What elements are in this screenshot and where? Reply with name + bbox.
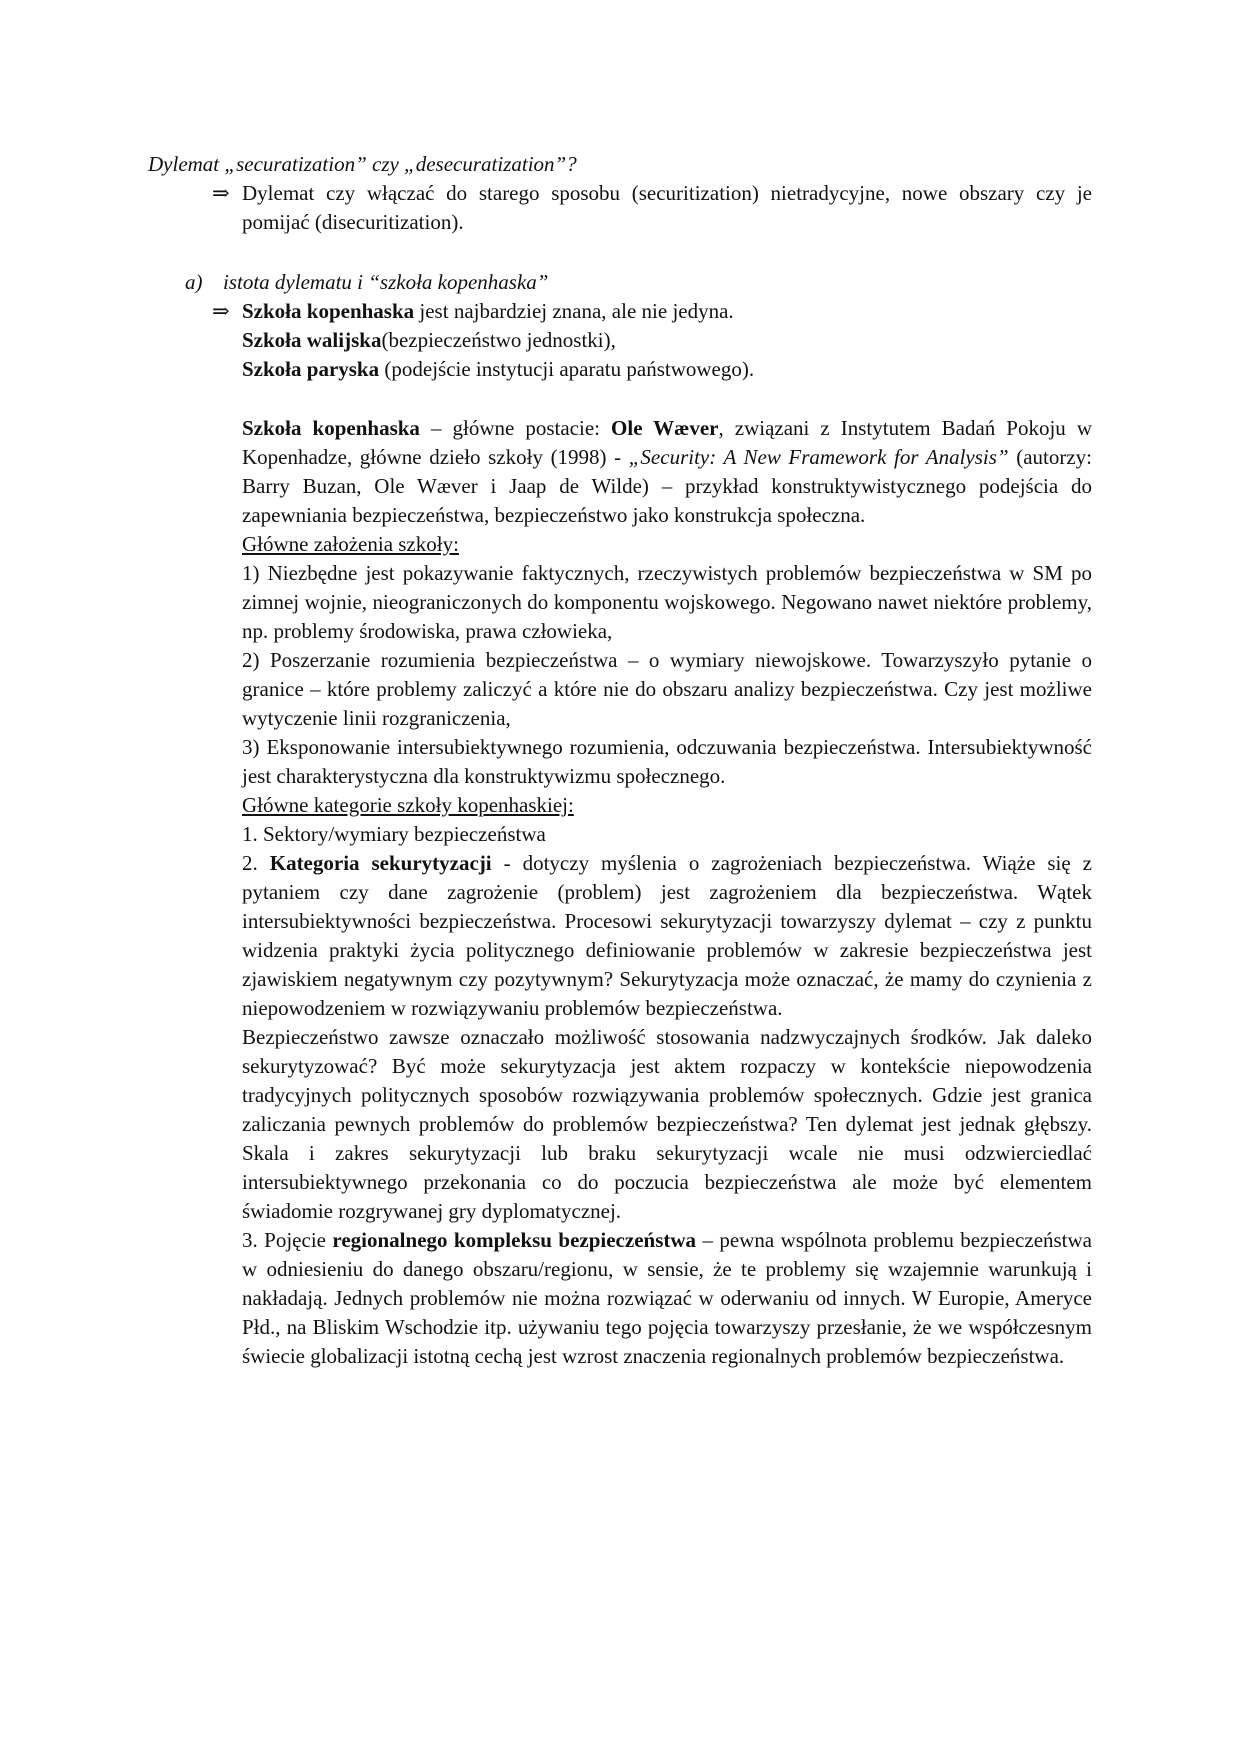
kopenhaska-paragraph: Szkoła kopenhaska – główne postacie: Ole Wæver, związani z Instytutem Badań Pokoju w Kopenhadze, główne dzieło szkoły (1998) - „Security: A New Framework for Analysis” (autorzy: Barry Buzan, Ole Wæver i Jaap de Wilde) – przykład konstruktywistycznego podejścia do zapewniania bezpieczeństwa, bezpieczeństwo jako konstrukcja społeczna. xyxy=(242,416,1093,527)
school-walijska-line: Szkoła walijska(bezpieczeństwo jednostki), xyxy=(242,328,616,352)
document-title: Dylemat „securatization” czy „desecuratization”? xyxy=(148,152,577,176)
intro-text: Dylemat czy włączać do starego sposobu (securitization) nietradycyjne, nowe obszary czy je pomijać (disecuritization). xyxy=(242,181,1092,234)
kategoria-2-continued: Bezpieczeństwo zawsze oznaczało możliwość stosowania nadzwyczajnych środków. Jak daleko sekurytyzować? Być może sekurytyzacja jest aktem rozpaczy w kontekście niepowodzenia tradycyjnych politycznych sposobów rozwiązywania problemów społecznych. Gdzie jest granica zaliczania pewnych problemów do problemów bezpieczeństwa? Ten dylemat jest jednak głębszy. Skala i zakres sekurytyzacji lub braku sekurytyzacji wcale nie musi odzwierciedlać intersubiektywnego przekonania co do poczucia bezpieczeństwa ale może być elementem świadomie rozgrywanej gry dyplomatycznej. xyxy=(242,1025,1092,1223)
kategoria-1: 1. Sektory/wymiary bezpieczeństwa xyxy=(242,822,546,846)
school-paryska-line: Szkoła paryska (podejście instytucji aparatu państwowego). xyxy=(242,357,755,381)
kategorie-heading: Główne kategorie szkoły kopenhaskiej: xyxy=(242,793,574,817)
section-title: istota dylematu i “szkoła kopenhaska” xyxy=(223,270,549,294)
schools-list xyxy=(212,297,1092,384)
section-letter: a) xyxy=(185,270,203,294)
school-kopenhaska-line: Szkoła kopenhaska jest najbardziej znana, ale nie jedyna. xyxy=(242,299,734,323)
section-a-heading xyxy=(185,268,548,297)
zalozenie-1: 1) Niezbędne jest pokazywanie faktycznych, rzeczywistych problemów bezpieczeństwa w SM po zimnej wojnie, nieograniczonych do komponentu wojskowego. Negowano nawet niektóre problemy, np. problemy środowiska, prawa człowieka, xyxy=(242,561,1092,643)
arrow-icon: ⇒ xyxy=(212,181,230,205)
arrow-icon: ⇒ xyxy=(212,299,230,323)
main-body xyxy=(242,414,1092,1371)
zalozenia-heading: Główne założenia szkoły: xyxy=(242,532,459,556)
zalozenie-2: 2) Poszerzanie rozumienia bezpieczeństwa – o wymiary niewojskowe. Towarzyszyło pytanie o granice – które problemy zaliczyć a które nie do obszaru analizy bezpieczeństwa. Czy jest możliwe wytyczenie linii rozgraniczenia, xyxy=(242,648,1092,730)
zalozenie-3: 3) Eksponowanie intersubiektywnego rozumienia, odczuwania bezpieczeństwa. Intersubiektywność jest charakterystyczna dla konstruktywizmu społecznego. xyxy=(242,735,1092,788)
kategoria-3: 3. Pojęcie regionalnego kompleksu bezpieczeństwa – pewna wspólnota problemu bezpieczeństwa w odniesieniu do danego obszaru/regionu, w sensie, że te problemy się wzajemnie warunkują i nakładają. Jednych problemów nie można rozwiązać w oderwaniu od innych. W Europie, Ameryce Płd., na Bliskim Wschodzie itp. używaniu tego pojęcia towarzyszy przesłanie, że we współczesnym świecie globalizacji istotną cechą jest wzrost znaczenia regionalnych problemów bezpieczeństwa. xyxy=(242,1228,1093,1368)
book-title: „Security: A New Framework for Analysis” xyxy=(628,445,1009,469)
kategoria-2: 2. Kategoria sekurytyzacji - dotyczy myślenia o zagrożeniach bezpieczeństwa. Wiąże się z pytaniem czy dane zagrożenie (problem) jest zagrożeniem dla bezpieczeństwa. Wątek intersubiektywności bezpieczeństwa. Procesowi sekurytyzacji towarzyszy dylemat – czy z punktu widzenia praktyki życia politycznego definiowanie problemów w zakresie bezpieczeństwa jest zjawiskiem negatywnym czy pozytywnym? Sekurytyzacja może oznaczać, że mamy do czynienia z niepowodzeniem w rozwiązywaniu problemów bezpieczeństwa. xyxy=(242,851,1093,1020)
intro-paragraph xyxy=(212,179,1092,237)
